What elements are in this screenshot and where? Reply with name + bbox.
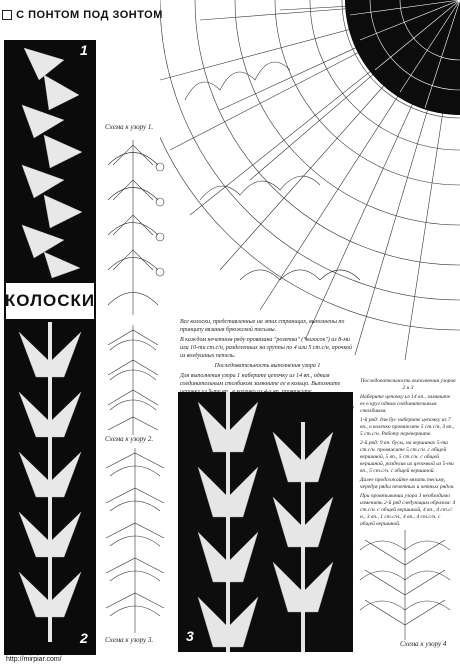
doily-diagram — [160, 0, 460, 360]
scheme-3-caption: Схема к узору 3. — [105, 636, 154, 644]
intro-paragraph-2: В каждом нечетном ряду провязана "розетка" ("колосок") из 8-ми или 10-ти ст.с/н, разделенных на группы по 4 или 5 ст.с/н, арочкой из воздушных петель. — [180, 337, 353, 359]
pattern-2-3-p3: 2-й ряд: 9 вп. бусы, на вершинах 5-ти ст.с/н. провяжите 5 ст.с/н. с общей вершиной, 5 вп., 5 ст.с/н. с общей вершиной, разделив их цепочкой из 5-ти вп., 5 ст.с/н. с общей вершиной. — [360, 440, 454, 474]
scheme-4-diagram — [355, 530, 455, 640]
square-bullet-icon — [2, 10, 12, 20]
scheme-2-caption: Схема к узору 2. — [105, 435, 154, 443]
pattern-2-3-p1: Наберите цепочку из 14 вп., замкните ее в круг одним соединительным столбиком. — [360, 394, 451, 414]
pattern-2-3-heading: Последовательность выполнения узоров 2 и 3 — [360, 378, 456, 391]
scheme-1-caption: Схема к узору 1. — [105, 123, 154, 131]
intro-paragraph: Все колоски, представленные на этих страницах, выполнены по принципу вязания брюжской тесьмы. — [180, 319, 345, 333]
scheme-2-diagram — [98, 325, 168, 435]
scheme-3-diagram — [98, 448, 173, 633]
braid-pattern-1 — [4, 40, 96, 280]
scheme-4-caption: Схема к узору 4 — [400, 640, 447, 648]
doily-chart-svg — [160, 0, 460, 360]
pattern-number-2: 2 — [80, 630, 88, 646]
pattern-1-heading: Последовательность выполнения узора 1 — [214, 363, 321, 369]
source-url[interactable]: http://mirpiar.com/ — [6, 656, 62, 663]
pattern-2-3-p4: Далее продолжайте вязать тесьму, чередуя ряды нечетных и четных рядов. — [360, 477, 455, 490]
text-pattern-2-3 — [360, 378, 456, 530]
header-title: С ПОНТОМ ПОД ЗОНТОМ — [16, 9, 163, 21]
scheme-1-diagram — [98, 135, 173, 320]
pattern-number-3: 3 — [186, 628, 194, 644]
pattern-2-3-p5: При провязывании узора 3 необходимо изменить 2-й ряд следующим образом: 4 ст.с/н. с общей вершиной, 4 вп., 4 ст.с/н., 3 вп., 1 ст.с/н., 4 вп., 4 ст.с/н. с общей вершиной. — [360, 493, 456, 527]
pattern-2-3-p2: 1-й ряд: для бус наберите цепочку из 7 вп., в колечко провяжите 5 ст.с/н, 3 вп., 5 ст.с/н. Работу переверните. — [360, 417, 455, 437]
braid-pattern-2 — [4, 322, 96, 652]
page-number: 60 — [14, 638, 22, 645]
pattern-1-body: Для выполнения узора 1 наберите цепочку из 14 вп., одним соединительным столбиком замкните ее в кольцо. Выполните — [180, 373, 341, 387]
pattern-number-1: 1 — [80, 42, 88, 58]
section-header — [0, 0, 165, 30]
braid-photo-3 — [178, 392, 353, 652]
strip-title: КОЛОСКИ — [6, 283, 94, 319]
